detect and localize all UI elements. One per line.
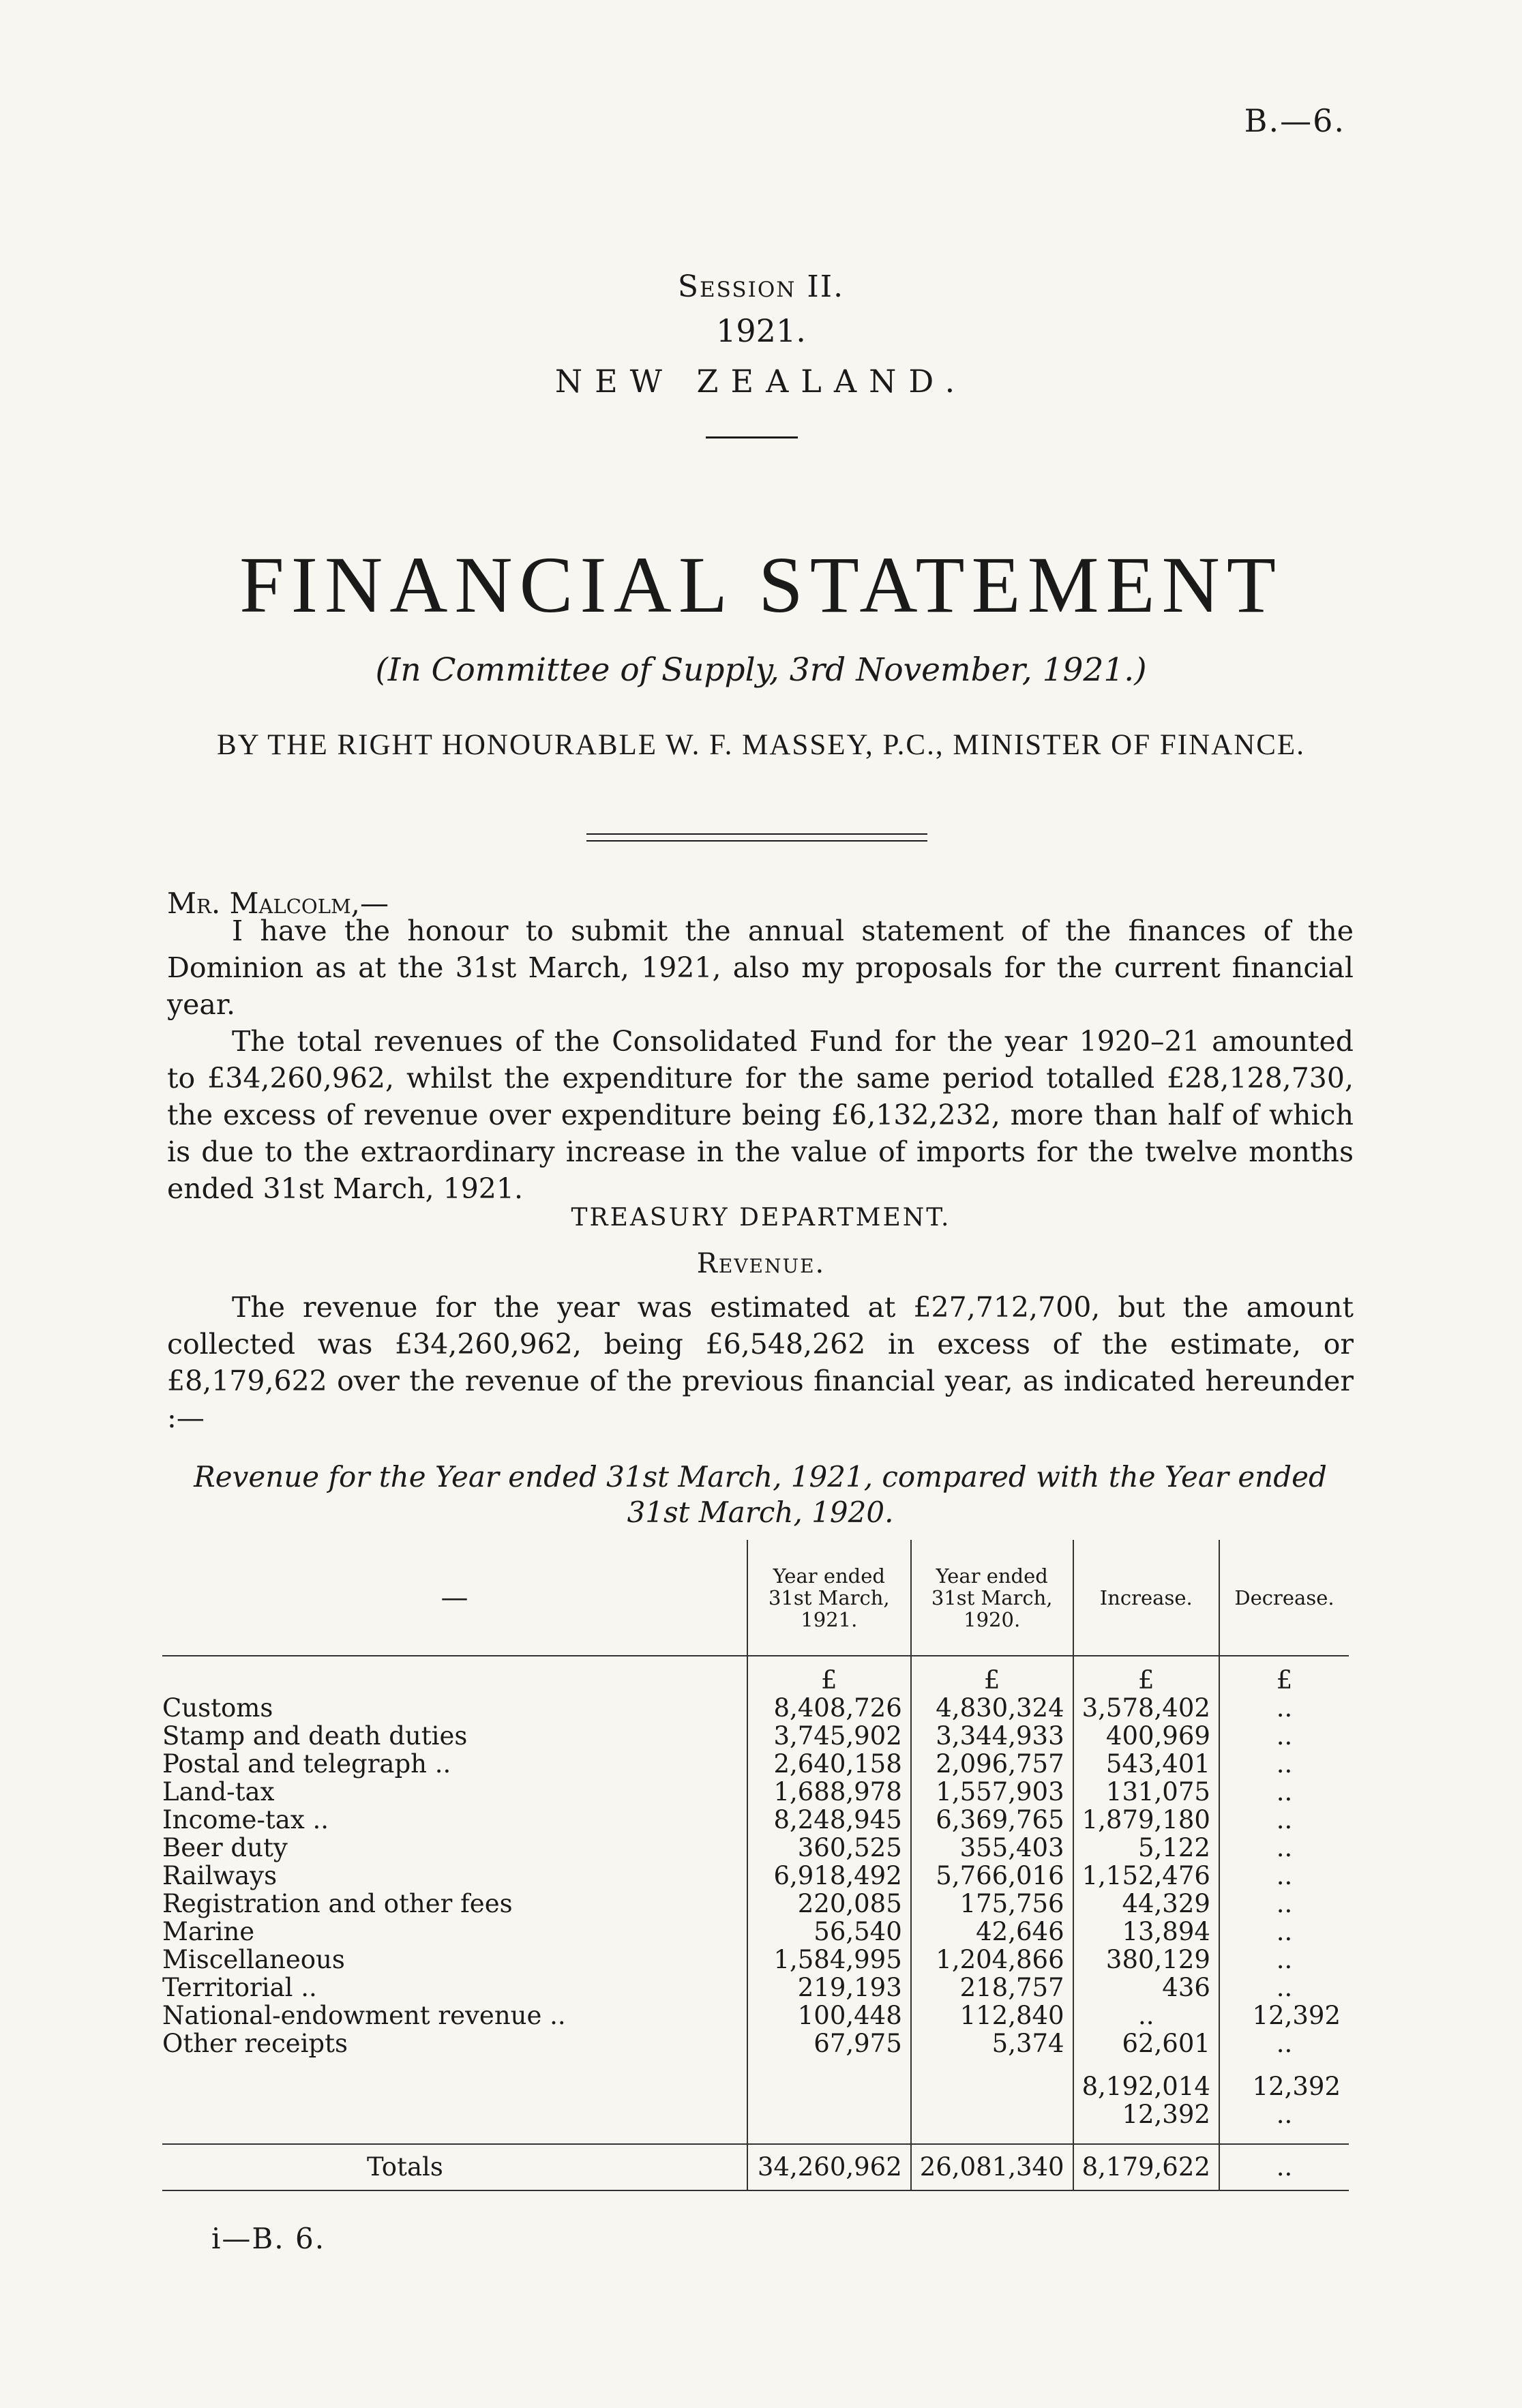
header-rule-row xyxy=(162,1656,1349,1666)
revenue-table xyxy=(162,1540,1349,2191)
subsection-heading: Revenue. xyxy=(696,1248,826,1279)
row-label: Beer duty xyxy=(162,1833,288,1862)
unit-cell: £ xyxy=(747,1666,911,1694)
cell-1921: 6,918,492 xyxy=(747,1862,911,1890)
row-label: Territorial .. xyxy=(162,1973,317,2002)
page-footer: i—B. 6. xyxy=(211,2222,326,2255)
cell-1920: 5,766,016 xyxy=(911,1862,1073,1890)
cell-1921: 220,085 xyxy=(747,1890,911,1918)
cell-increase: 62,601 xyxy=(1073,2030,1219,2057)
title-divider-top xyxy=(586,833,927,835)
totals-1920: 26,081,340 xyxy=(911,2144,1073,2190)
cell-1920: 6,369,765 xyxy=(911,1806,1073,1834)
spacer-cell xyxy=(911,2057,1073,2072)
cell-1920: 3,344,933 xyxy=(911,1722,1073,1750)
cell-1920: 355,403 xyxy=(911,1834,1073,1862)
subtotal-1920 xyxy=(911,2072,1073,2100)
table-row xyxy=(162,1918,1349,1946)
cell-increase: 1,879,180 xyxy=(1073,1806,1219,1834)
spacer-cell xyxy=(162,2057,747,2072)
cell-1921: 100,448 xyxy=(747,2002,911,2030)
cell-1920: 218,757 xyxy=(911,1974,1073,2002)
cell-1921: 360,525 xyxy=(747,1834,911,1862)
row-label: Marine xyxy=(162,1917,255,1946)
cell-increase: 44,329 xyxy=(1073,1890,1219,1918)
spacer-cell xyxy=(747,2057,911,2072)
cell-increase: 380,129 xyxy=(1073,1946,1219,1974)
cell-increase: 13,894 xyxy=(1073,1918,1219,1946)
row-label: Stamp and death duties xyxy=(162,1721,468,1751)
unit-row xyxy=(162,1666,1349,1694)
cell-1921: 3,745,902 xyxy=(747,1722,911,1750)
spacer-cell xyxy=(1219,2057,1349,2072)
subtotal-1921 xyxy=(747,2072,911,2100)
cell-decrease: .. xyxy=(1219,1806,1349,1834)
cell-1921: 1,688,978 xyxy=(747,1778,911,1806)
cell-decrease: .. xyxy=(1219,1974,1349,2002)
cell-increase: 436 xyxy=(1073,1974,1219,2002)
spacer-row xyxy=(162,2128,1349,2144)
totals-row xyxy=(162,2144,1349,2190)
cell-1921: 8,408,726 xyxy=(747,1694,911,1722)
cell-decrease: .. xyxy=(1219,1890,1349,1918)
offset-increase: 12,392 xyxy=(1073,2100,1219,2128)
table-row xyxy=(162,2002,1349,2030)
totals-1921: 34,260,962 xyxy=(747,2144,911,2190)
table-row xyxy=(162,1778,1349,1806)
section-heading: TREASURY DEPARTMENT. xyxy=(571,1204,951,1232)
column-header-label: — xyxy=(441,1581,468,1614)
row-label: Railways xyxy=(162,1861,278,1890)
cell-1921: 2,640,158 xyxy=(747,1750,911,1778)
offset-1921 xyxy=(747,2100,911,2128)
row-label: Other receipts xyxy=(162,2029,348,2058)
cell-decrease: 12,392 xyxy=(1219,2002,1349,2030)
session-year: 1921. xyxy=(716,312,806,349)
cell-1921: 8,248,945 xyxy=(747,1806,911,1834)
row-label: Registration and other fees xyxy=(162,1889,513,1918)
column-header-increase: Increase. xyxy=(1073,1540,1219,1656)
revenue-paragraph: The revenue for the year was estimated at £27,712,700, but the amount collected was £34,260,962, being £6,548,262 in excess of the estimate, or £8,179,622 over the revenue of the previous financial year, as indicated hereunder :— xyxy=(167,1291,1354,1434)
table-row xyxy=(162,1806,1349,1834)
unit-cell: £ xyxy=(1073,1666,1219,1694)
spacer-cell xyxy=(1073,2128,1219,2144)
table-row xyxy=(162,1974,1349,2002)
cell-increase: 543,401 xyxy=(1073,1750,1219,1778)
offset-row xyxy=(162,2100,1349,2128)
masthead-divider xyxy=(706,436,798,439)
cell-decrease: .. xyxy=(1219,2030,1349,2057)
row-label: Land-tax xyxy=(162,1777,275,1807)
intro-text xyxy=(167,912,1354,1207)
cell-1921: 56,540 xyxy=(747,1918,911,1946)
row-label: Income-tax .. xyxy=(162,1805,329,1834)
cell-increase: 3,578,402 xyxy=(1073,1694,1219,1722)
cell-1920: 1,557,903 xyxy=(911,1778,1073,1806)
table-row xyxy=(162,1834,1349,1862)
country-label: NEW ZEALAND. xyxy=(554,363,968,400)
salutation: Mr. Malcolm,— xyxy=(167,887,389,920)
offset-decrease: .. xyxy=(1219,2100,1349,2128)
cell-decrease: .. xyxy=(1219,1918,1349,1946)
paragraph-2: The total revenues of the Consolidated Fund for the year 1920–21 amounted to £34,260,962, whilst the expenditure for the same period totalled £28,128,730, the excess of revenue over expenditure being £6,132,232, more than half of which is due to the extraordinary increase in the value of imports for the twelve months ended 31st March, 1921. xyxy=(167,1025,1354,1205)
subtotal-row xyxy=(162,2072,1349,2100)
totals-decrease: .. xyxy=(1219,2144,1349,2190)
spacer-cell xyxy=(1219,2128,1349,2144)
unit-cell: £ xyxy=(911,1666,1073,1694)
cell-increase: 5,122 xyxy=(1073,1834,1219,1862)
cell-decrease: .. xyxy=(1219,1946,1349,1974)
cell-increase: 1,152,476 xyxy=(1073,1862,1219,1890)
table-caption: Revenue for the Year ended 31st March, 1921, compared with the Year ended 31st March, 1920. xyxy=(194,1460,1327,1529)
paragraph-1: I have the honour to submit the annual statement of the finances of the Dominion as at the 31st March, 1921, also my proposals for the current financial year. xyxy=(167,915,1354,1021)
unit-cell: £ xyxy=(1219,1666,1349,1694)
byline: BY THE RIGHT HONOURABLE W. F. MASSEY, P.C., MINISTER OF FINANCE. xyxy=(217,729,1305,761)
spacer-cell xyxy=(747,2128,911,2144)
subtotal-decrease: 12,392 xyxy=(1219,2072,1349,2100)
table-row xyxy=(162,1750,1349,1778)
cell-1921: 219,193 xyxy=(747,1974,911,2002)
cell-decrease: .. xyxy=(1219,1722,1349,1750)
cell-decrease: .. xyxy=(1219,1778,1349,1806)
document-reference: B.—6. xyxy=(1244,102,1345,139)
table-row xyxy=(162,1890,1349,1918)
table-header-row xyxy=(162,1540,1349,1656)
cell-1921: 67,975 xyxy=(747,2030,911,2057)
session-label: Session II. xyxy=(677,269,845,304)
table-row xyxy=(162,1694,1349,1722)
subtotal-increase: 8,192,014 xyxy=(1073,2072,1219,2100)
cell-1920: 5,374 xyxy=(911,2030,1073,2057)
title-divider-bottom xyxy=(586,840,927,842)
totals-increase: 8,179,622 xyxy=(1073,2144,1219,2190)
cell-decrease: .. xyxy=(1219,1834,1349,1862)
column-header-1921: Year ended 31st March, 1921. xyxy=(747,1540,911,1656)
cell-decrease: .. xyxy=(1219,1862,1349,1890)
subtotal-label xyxy=(162,2072,747,2100)
totals-label: Totals xyxy=(162,2144,747,2190)
column-header-1920: Year ended 31st March, 1920. xyxy=(911,1540,1073,1656)
row-label: National-endowment revenue .. xyxy=(162,2001,566,2030)
cell-increase: .. xyxy=(1073,2002,1219,2030)
spacer-row xyxy=(162,2057,1349,2072)
revenue-text xyxy=(167,1289,1354,1436)
row-label: Postal and telegraph .. xyxy=(162,1749,451,1779)
table-row xyxy=(162,1946,1349,1974)
cell-1920: 175,756 xyxy=(911,1890,1073,1918)
table-row xyxy=(162,1722,1349,1750)
cell-1920: 42,646 xyxy=(911,1918,1073,1946)
offset-label xyxy=(162,2100,747,2128)
table-row xyxy=(162,2030,1349,2057)
page-subtitle: (In Committee of Supply, 3rd November, 1921.) xyxy=(375,651,1147,689)
spacer-cell xyxy=(911,2128,1073,2144)
table-row xyxy=(162,1862,1349,1890)
spacer-cell xyxy=(162,2128,747,2144)
row-label: Customs xyxy=(162,1693,273,1723)
cell-decrease: .. xyxy=(1219,1694,1349,1722)
column-header-decrease: Decrease. xyxy=(1219,1540,1349,1656)
spacer-cell xyxy=(1073,2057,1219,2072)
page-title: FINANCIAL STATEMENT xyxy=(239,540,1283,629)
row-label: Miscellaneous xyxy=(162,1945,345,1974)
cell-1920: 2,096,757 xyxy=(911,1750,1073,1778)
cell-1920: 112,840 xyxy=(911,2002,1073,2030)
cell-1920: 4,830,324 xyxy=(911,1694,1073,1722)
cell-increase: 400,969 xyxy=(1073,1722,1219,1750)
cell-1921: 1,584,995 xyxy=(747,1946,911,1974)
cell-1920: 1,204,866 xyxy=(911,1946,1073,1974)
cell-increase: 131,075 xyxy=(1073,1778,1219,1806)
offset-1920 xyxy=(911,2100,1073,2128)
cell-decrease: .. xyxy=(1219,1750,1349,1778)
